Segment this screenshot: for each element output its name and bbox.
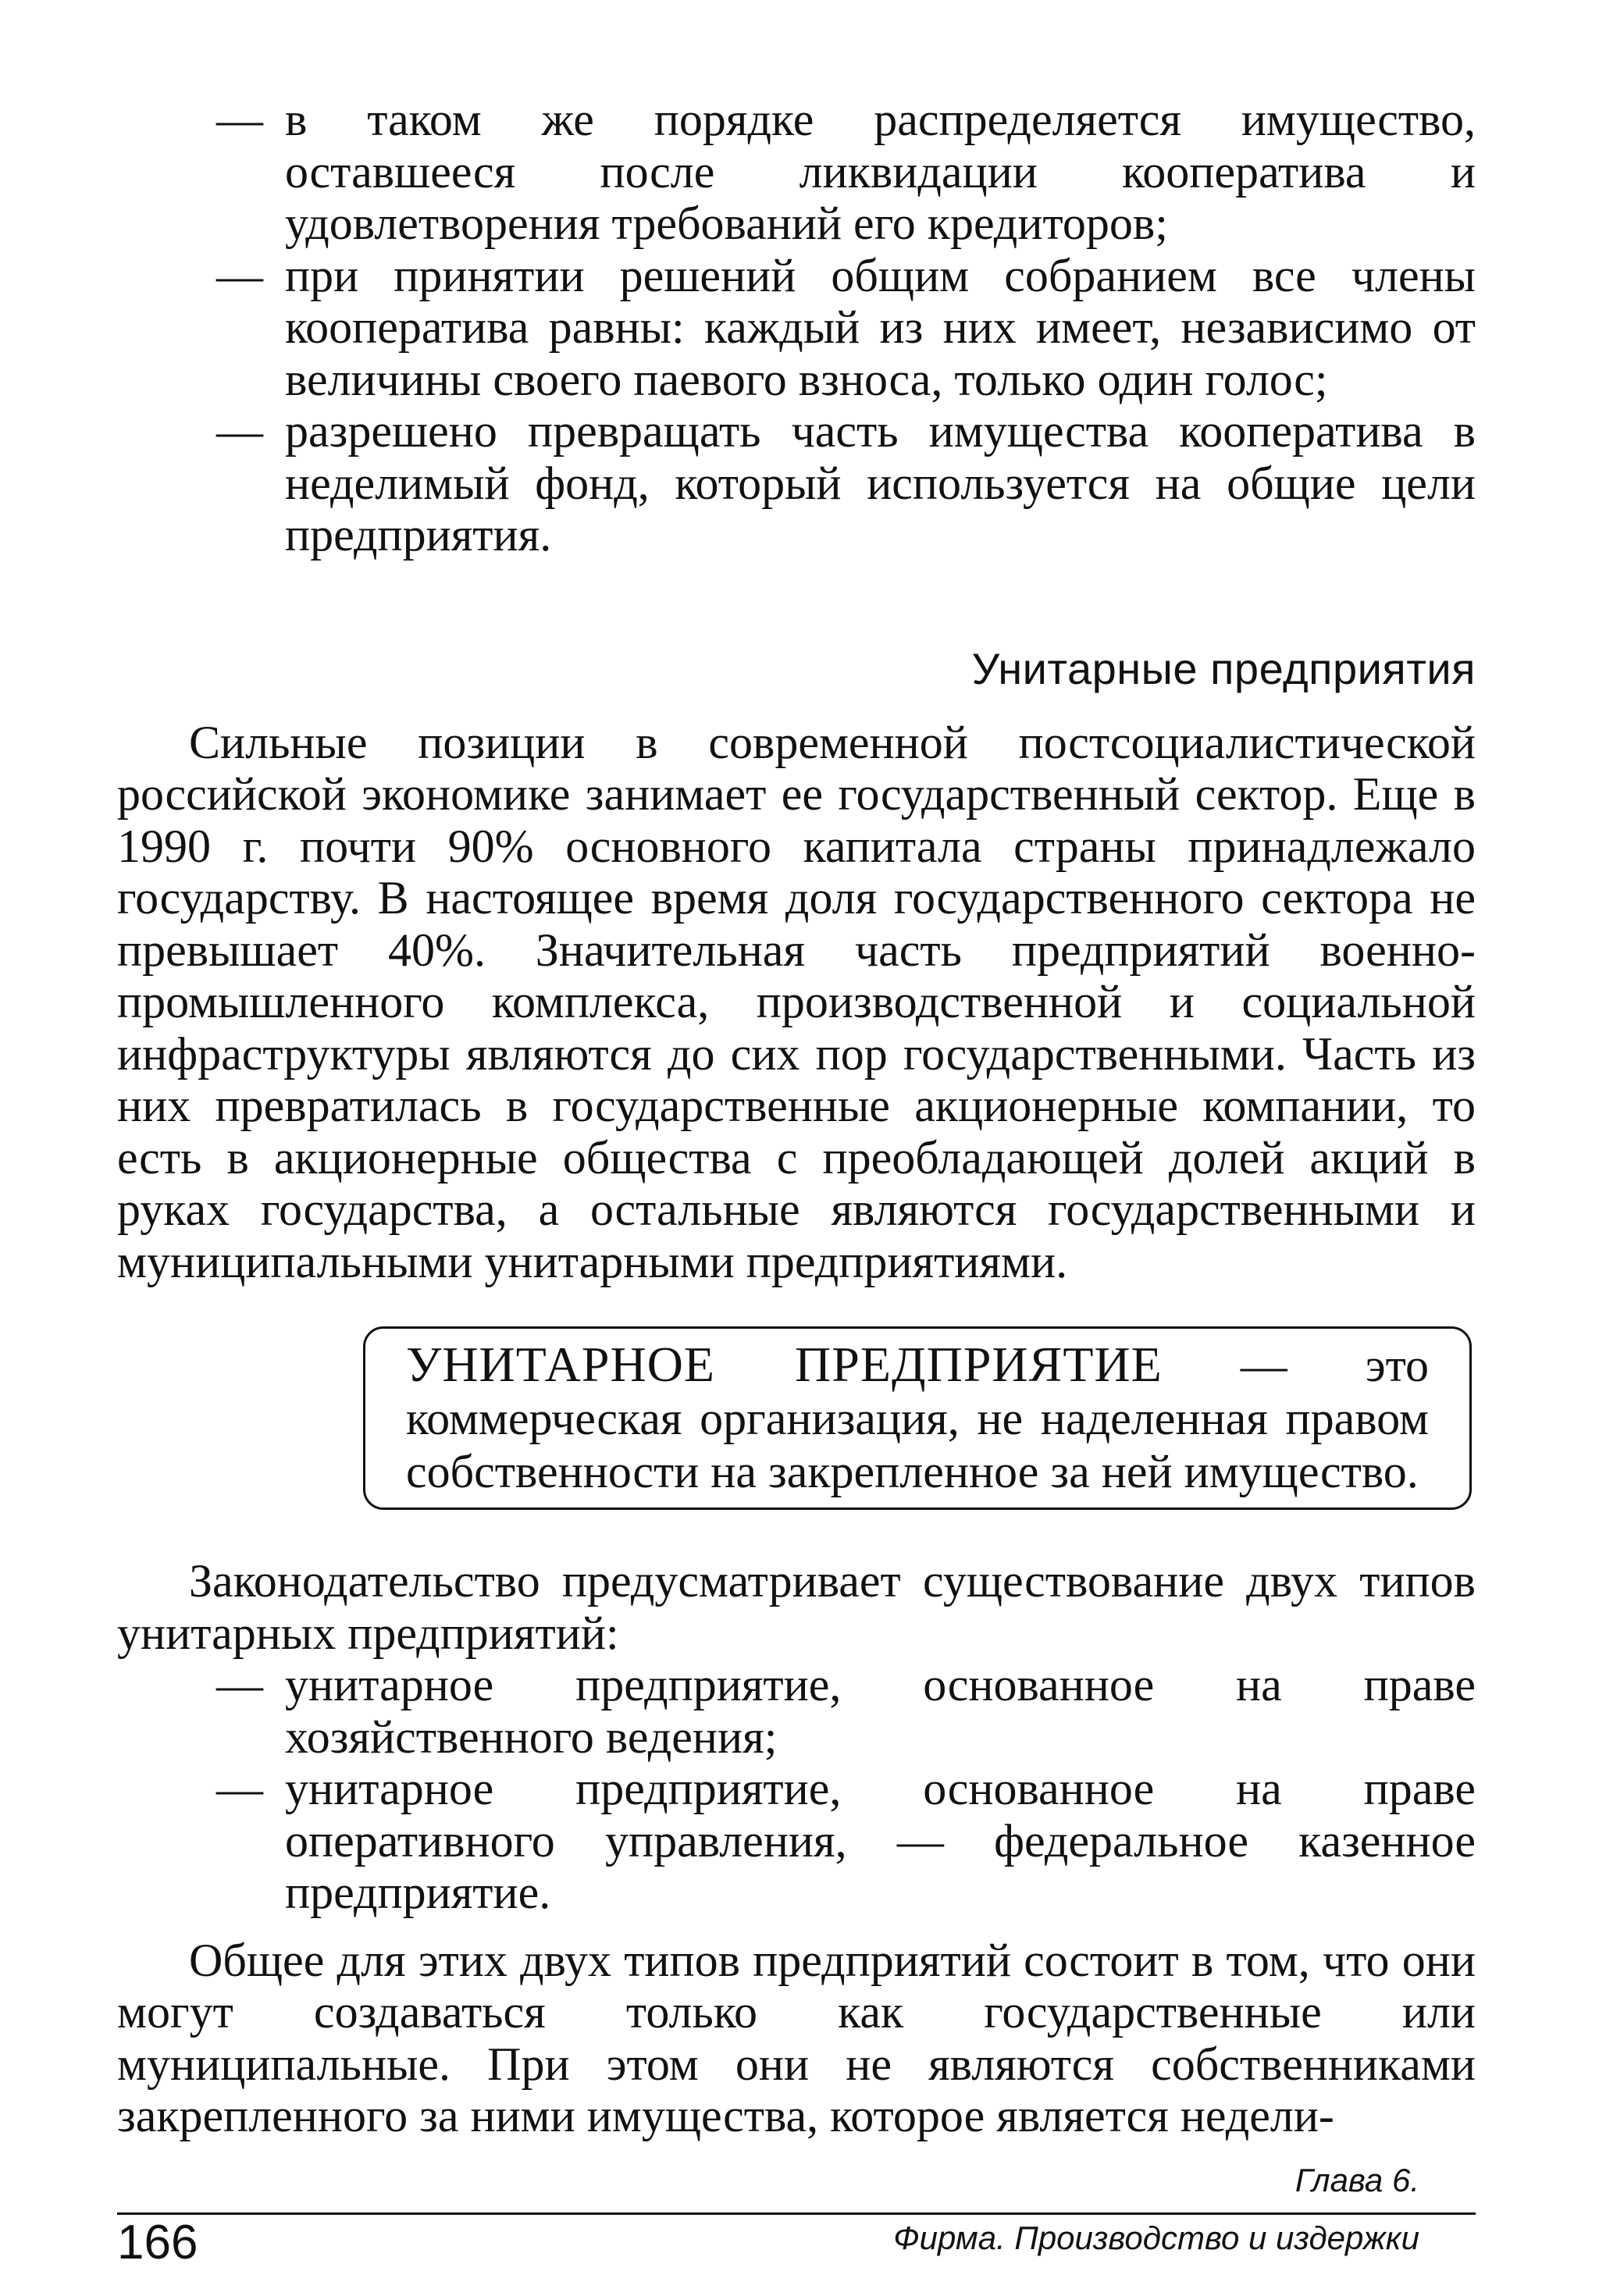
page-body xyxy=(117,94,1476,2142)
list-dash: — xyxy=(216,1763,263,1814)
list-item-text: в таком же порядке распределяется имущество, оставшееся после ликвидации кооператива и удовлетворения требований его кредиторов; xyxy=(285,94,1476,249)
running-head-title: Фирма. Производство и издержки xyxy=(893,2219,1419,2256)
list-dash: — xyxy=(216,1659,263,1710)
definition-text: — это коммерческая организация, не наделенная правом собственности на закрепленное за ней имущество. xyxy=(406,1340,1429,1497)
list-item-text: разрешено превращать часть имущества кооператива в неделимый фонд, который используется на общие цели предприятия. xyxy=(285,405,1476,561)
unitary-types-list xyxy=(117,1659,1476,1919)
list-dash: — xyxy=(216,94,263,145)
section-heading: Унитарные предприятия xyxy=(971,643,1476,693)
running-head-chapter: Глава 6. xyxy=(1295,2162,1419,2198)
cooperative-rules-list xyxy=(117,94,1476,561)
footer-divider xyxy=(117,2212,1476,2215)
paragraph-types-intro: Законодательство предусматривает существование двух типов унитарных предприятий: xyxy=(117,1555,1476,1659)
definition-term: УНИТАРНОЕ ПРЕДПРИЯТИЕ xyxy=(406,1337,1163,1392)
paragraph-state-sector: Сильные позиции в современной постсоциалистической российской экономике занимает ее государственный сектор. Еще в 1990 г. почти 90% основного капитала страны принадлежало государству. В настоящее время доля государственного сектора не превышает 40%. Значительная часть предприятий военно-промышленного комплекса, производственной и социальной инфраструктуры являются до сих пор государственными. Часть из них превратилась в государственные акционерные компании, то есть в акционерные общества с преобладающей долей акций в руках государства, а остальные являются государственными и муниципальными унитарными предприятиями. xyxy=(117,716,1476,1287)
list-dash: — xyxy=(216,405,263,457)
list-item xyxy=(117,94,1476,250)
definition-box xyxy=(363,1326,1472,1510)
page-number: 166 xyxy=(117,2216,198,2269)
list-item xyxy=(117,405,1476,561)
list-item-text: унитарное предприятие, основанное на праве хозяйственного ведения; xyxy=(285,1659,1476,1763)
list-item xyxy=(117,1763,1476,1919)
paragraph-common-features: Общее для этих двух типов предприятий состоит в том, что они могут создаваться только как государственные или муниципальные. При этом они не являются собственниками закрепленного за ними имущества, которое является недели- xyxy=(117,1934,1476,2141)
list-item-text: унитарное предприятие, основанное на праве оперативного управления, — федеральное казенное предприятие. xyxy=(285,1763,1476,1918)
list-item xyxy=(117,250,1476,406)
list-item xyxy=(117,1659,1476,1763)
list-dash: — xyxy=(216,249,263,301)
list-item-text: при принятии решений общим собранием все члены кооператива равны: каждый из них имеет, независимо от величины своего паевого взноса, только один голос; xyxy=(285,249,1476,405)
